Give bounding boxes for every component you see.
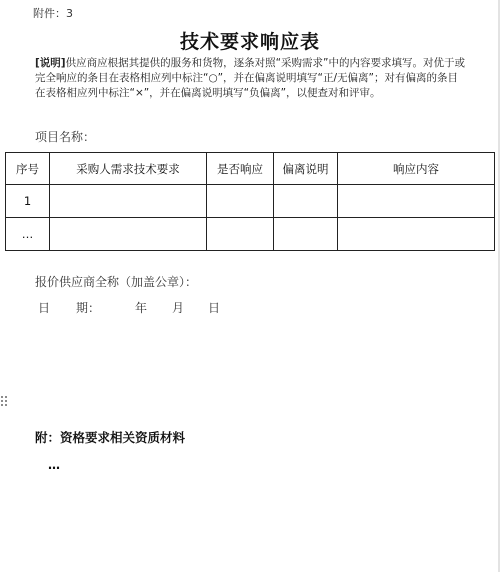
date-year: 年 <box>135 301 148 315</box>
table-cell-content[interactable] <box>338 185 495 218</box>
drag-handle-icon[interactable] <box>1 396 9 408</box>
column-header-content: 响应内容 <box>338 153 495 185</box>
date-line <box>38 299 238 315</box>
date-label: 期： <box>76 301 101 315</box>
table-cell-deviation[interactable] <box>274 185 338 218</box>
attachment-label: 附件：3 <box>33 7 73 20</box>
annex-ellipsis: … <box>48 458 60 472</box>
page-title: 技术要求响应表 <box>179 31 320 53</box>
annex-title: 附：资格要求相关资质材料 <box>35 430 186 445</box>
table-row <box>6 218 495 251</box>
supplier-name-label: 报价供应商全称（加盖公章）： <box>35 275 198 289</box>
table-cell-index[interactable]: 1 <box>6 185 50 218</box>
note-label: [说明] <box>35 57 66 69</box>
table-cell-content[interactable] <box>338 218 495 251</box>
column-header-requirement: 采购人需求技术要求 <box>50 153 207 185</box>
note-text: 供应商应根据其提供的服务和货物，逐条对照“采购需求”中的内容要求填写。对优于或完全响应的条目在表格相应列中标注“○”，并在偏离说明填写“正/无偏离”；对有偏离的条目在表格相应列中标注“×”，并在偏离说明填写“负偏离”，以便查对和评审。 <box>35 57 465 99</box>
table-row <box>6 185 495 218</box>
table-cell-deviation[interactable] <box>274 218 338 251</box>
date-month: 月 <box>172 301 185 315</box>
table-header-row <box>6 153 495 185</box>
table-cell-response[interactable] <box>207 185 274 218</box>
table-cell-requirement[interactable] <box>50 185 207 218</box>
requirements-table <box>5 152 495 251</box>
date-day: 日 <box>208 301 221 315</box>
table-cell-index[interactable]: … <box>6 218 50 251</box>
column-header-deviation: 偏离说明 <box>274 153 338 185</box>
table-cell-response[interactable] <box>207 218 274 251</box>
date-char-day: 日 <box>38 301 51 315</box>
project-name-label: 项目名称： <box>35 130 96 144</box>
column-header-index: 序号 <box>6 153 50 185</box>
instruction-note <box>35 56 467 101</box>
table-cell-requirement[interactable] <box>50 218 207 251</box>
column-header-response: 是否响应 <box>207 153 274 185</box>
